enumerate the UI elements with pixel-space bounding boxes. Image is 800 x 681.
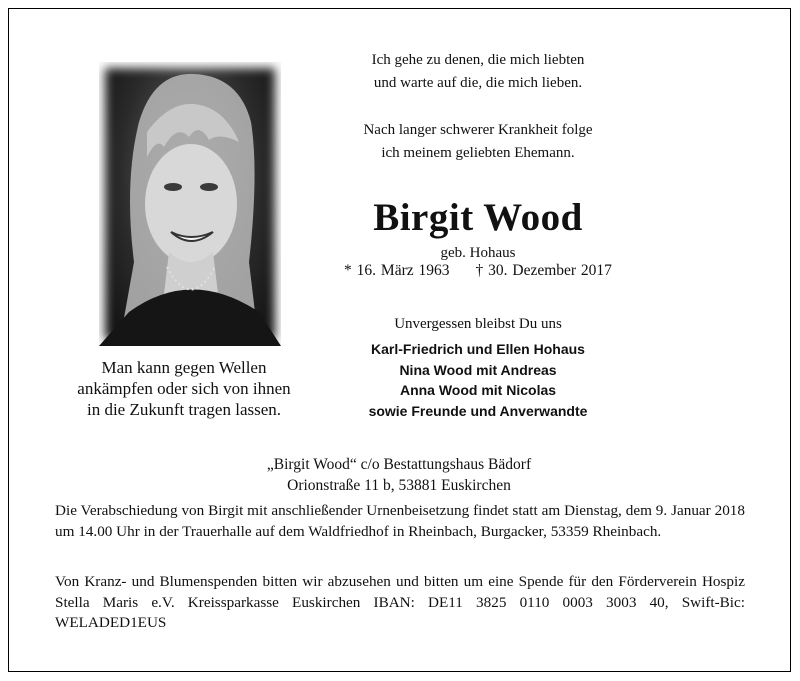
mourners-list <box>313 339 643 421</box>
birth-name: geb. Hohaus <box>440 245 516 261</box>
address-line: Orionstraße 11 b, 53881 Euskirchen <box>287 477 511 494</box>
mourner: Anna Wood mit Nicolas <box>399 382 557 398</box>
illness-line: Nach langer schwerer Krankheit folge <box>363 122 593 138</box>
left-poem <box>49 357 319 420</box>
mourner: Nina Wood mit Andreas <box>399 361 557 378</box>
quote-line: und warte auf die, die mich lieben. <box>373 75 583 91</box>
mourner: sowie Freunde und Anverwandte <box>368 402 588 419</box>
mourner: Karl-Friedrich und Ellen Hohaus <box>371 341 585 357</box>
poem-line: Man kann gegen Wellen <box>101 358 267 377</box>
deceased-name: Birgit Wood <box>373 196 583 239</box>
illness-line: ich meinem geliebten Ehemann. <box>381 145 575 161</box>
contact-address <box>209 454 589 496</box>
quote-line: Ich gehe zu denen, die mich liebten <box>371 52 585 68</box>
illness-text <box>313 119 643 165</box>
birth-date: * 16. März 1963 <box>344 262 450 279</box>
unforgotten-text: Unvergessen bleibst Du uns <box>394 316 562 332</box>
obituary-notice <box>8 8 791 672</box>
portrait-photo <box>99 62 281 346</box>
funeral-info: Die Verabschiedung von Birgit mit anschließender Urnenbeisetzung findet statt am Dienstag, dem 9. Januar 2018 um 14.00 Uhr in der Trauerhalle auf dem Waldfriedhof in Rheinbach, Burgacker, 53359 Rheinbach. <box>55 502 745 540</box>
poem-line: in die Zukunft tragen lassen. <box>86 400 282 419</box>
address-line: „Birgit Wood“ c/o Bestattungshaus Bädorf <box>266 456 532 473</box>
poem-line: ankämpfen oder sich von ihnen <box>77 379 291 398</box>
life-dates <box>313 260 643 282</box>
donation-info: Von Kranz- und Blumenspenden bitten wir abzusehen und bitten um eine Spende für den Förderverein Hospiz Stella Maris e.V. Kreissparkasse Euskirchen IBAN: DE11 3825 0110 0003 3003 40, Swift-Bic: WELADED1EUS <box>55 573 745 631</box>
quote <box>313 49 643 95</box>
death-date: † 30. Dezember 2017 <box>475 262 612 279</box>
